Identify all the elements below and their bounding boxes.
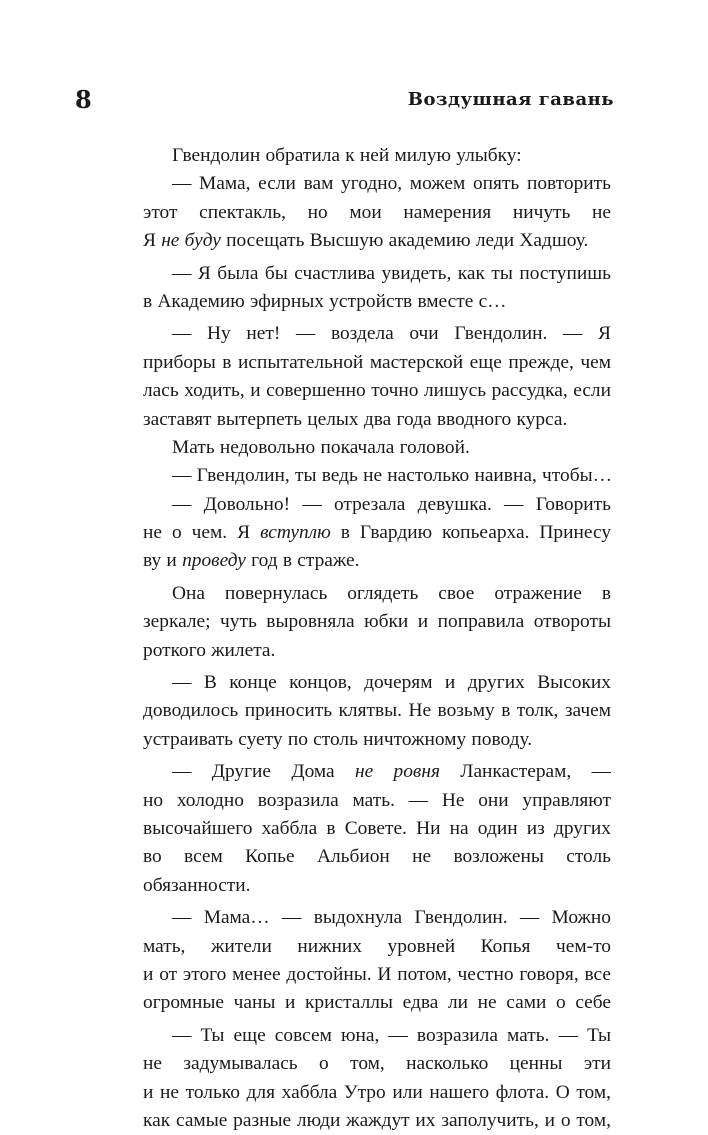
text-fragment: Я (143, 230, 156, 252)
text-line: — Гвендолин, ты ведь не настолько наивна, чтобы… (172, 465, 612, 487)
text-line: обязанности. (143, 874, 251, 896)
page-number: 8 (75, 85, 92, 114)
text-line: мать, жители нижних уровней Копья чем-то (143, 935, 611, 957)
running-title: Воздушная гавань (407, 89, 614, 110)
text-line: — В конце концов, дочерям и других Высоких (172, 672, 611, 694)
emphasis: проведу (182, 550, 246, 572)
text-fragment: год в страже. (251, 550, 360, 572)
text-line: во всем Копье Альбион не возложены столь (143, 846, 611, 868)
text-fragment: в Гвардию копьеарха. Принесу (340, 522, 611, 544)
text-line: приборы в испытательной мастерской еще прежде, чем (143, 351, 611, 373)
text-line: и не только для хаббла Утро или нашего флота. О том, (143, 1081, 611, 1103)
text-line: заставят вытерпеть целых два года вводного курса. (143, 408, 568, 430)
text-line: — Мама, если вам угодно, можем опять повторить (172, 173, 611, 195)
emphasis: не ровня (354, 761, 440, 783)
text-line: но холодно возразила мать. — Не они управляют (143, 789, 611, 811)
text-line: — Ты еще совсем юна, — возразила мать. — Ты (172, 1024, 611, 1046)
text-line: огромные чаны и кристаллы едва ли не сами о себе (143, 992, 611, 1014)
text-line: доводилось приносить клятвы. Не возьму в толк, зачем (143, 700, 611, 722)
text-line: роткого жилета. (143, 639, 276, 661)
text-line (143, 547, 611, 575)
text-line: этот спектакль, но мои намерения ничуть не (143, 201, 611, 223)
text-line: лась ходить, и совершенно точно лишусь рассудка, если (143, 380, 611, 402)
text-line: как самые разные люди жаждут их заполучить, и о том, (143, 1109, 611, 1131)
text-line (143, 758, 611, 786)
emphasis: вступлю (260, 522, 331, 544)
text-fragment: посещать Высшую академию леди Хадшоу. (226, 230, 589, 252)
text-fragment: не о чем. Я (143, 522, 251, 544)
body-text (143, 142, 611, 1135)
text-line (143, 519, 611, 547)
text-line: Мать недовольно покачала головой. (172, 436, 470, 458)
text-line: — Ну нет! — воздела очи Гвендолин. — Я (172, 323, 611, 345)
text-line: Гвендолин обратила к ней милую улыбку: (172, 145, 522, 166)
text-line: высочайшего хаббла в Совете. Ни на один из других (143, 817, 611, 839)
text-line (143, 227, 611, 255)
text-line: — Я была бы счастлива увидеть, как ты поступишь (172, 262, 611, 284)
text-line: в Академию эфирных устройств вместе с… (143, 290, 507, 312)
text-line: — Довольно! — отрезала девушка. — Говорить (172, 493, 611, 515)
emphasis: не буду (161, 230, 221, 252)
text-fragment: — Другие Дома (172, 761, 335, 783)
text-line: устраивать суету по столь ничтожному поводу. (143, 728, 533, 750)
text-line: Она повернулась оглядеть свое отражение в (172, 582, 611, 604)
text-fragment: ву и (143, 550, 177, 572)
text-line: и от этого менее достойны. И потом, честно говоря, все (143, 963, 611, 985)
text-line: не задумывалась о том, насколько ценны эти (143, 1053, 611, 1075)
text-line: — Мама… — выдохнула Гвендолин. — Можно (172, 907, 611, 929)
text-line: зеркале; чуть выровняла юбки и поправила отвороты (143, 611, 611, 633)
text-fragment: Ланкастерам, — (460, 761, 611, 783)
